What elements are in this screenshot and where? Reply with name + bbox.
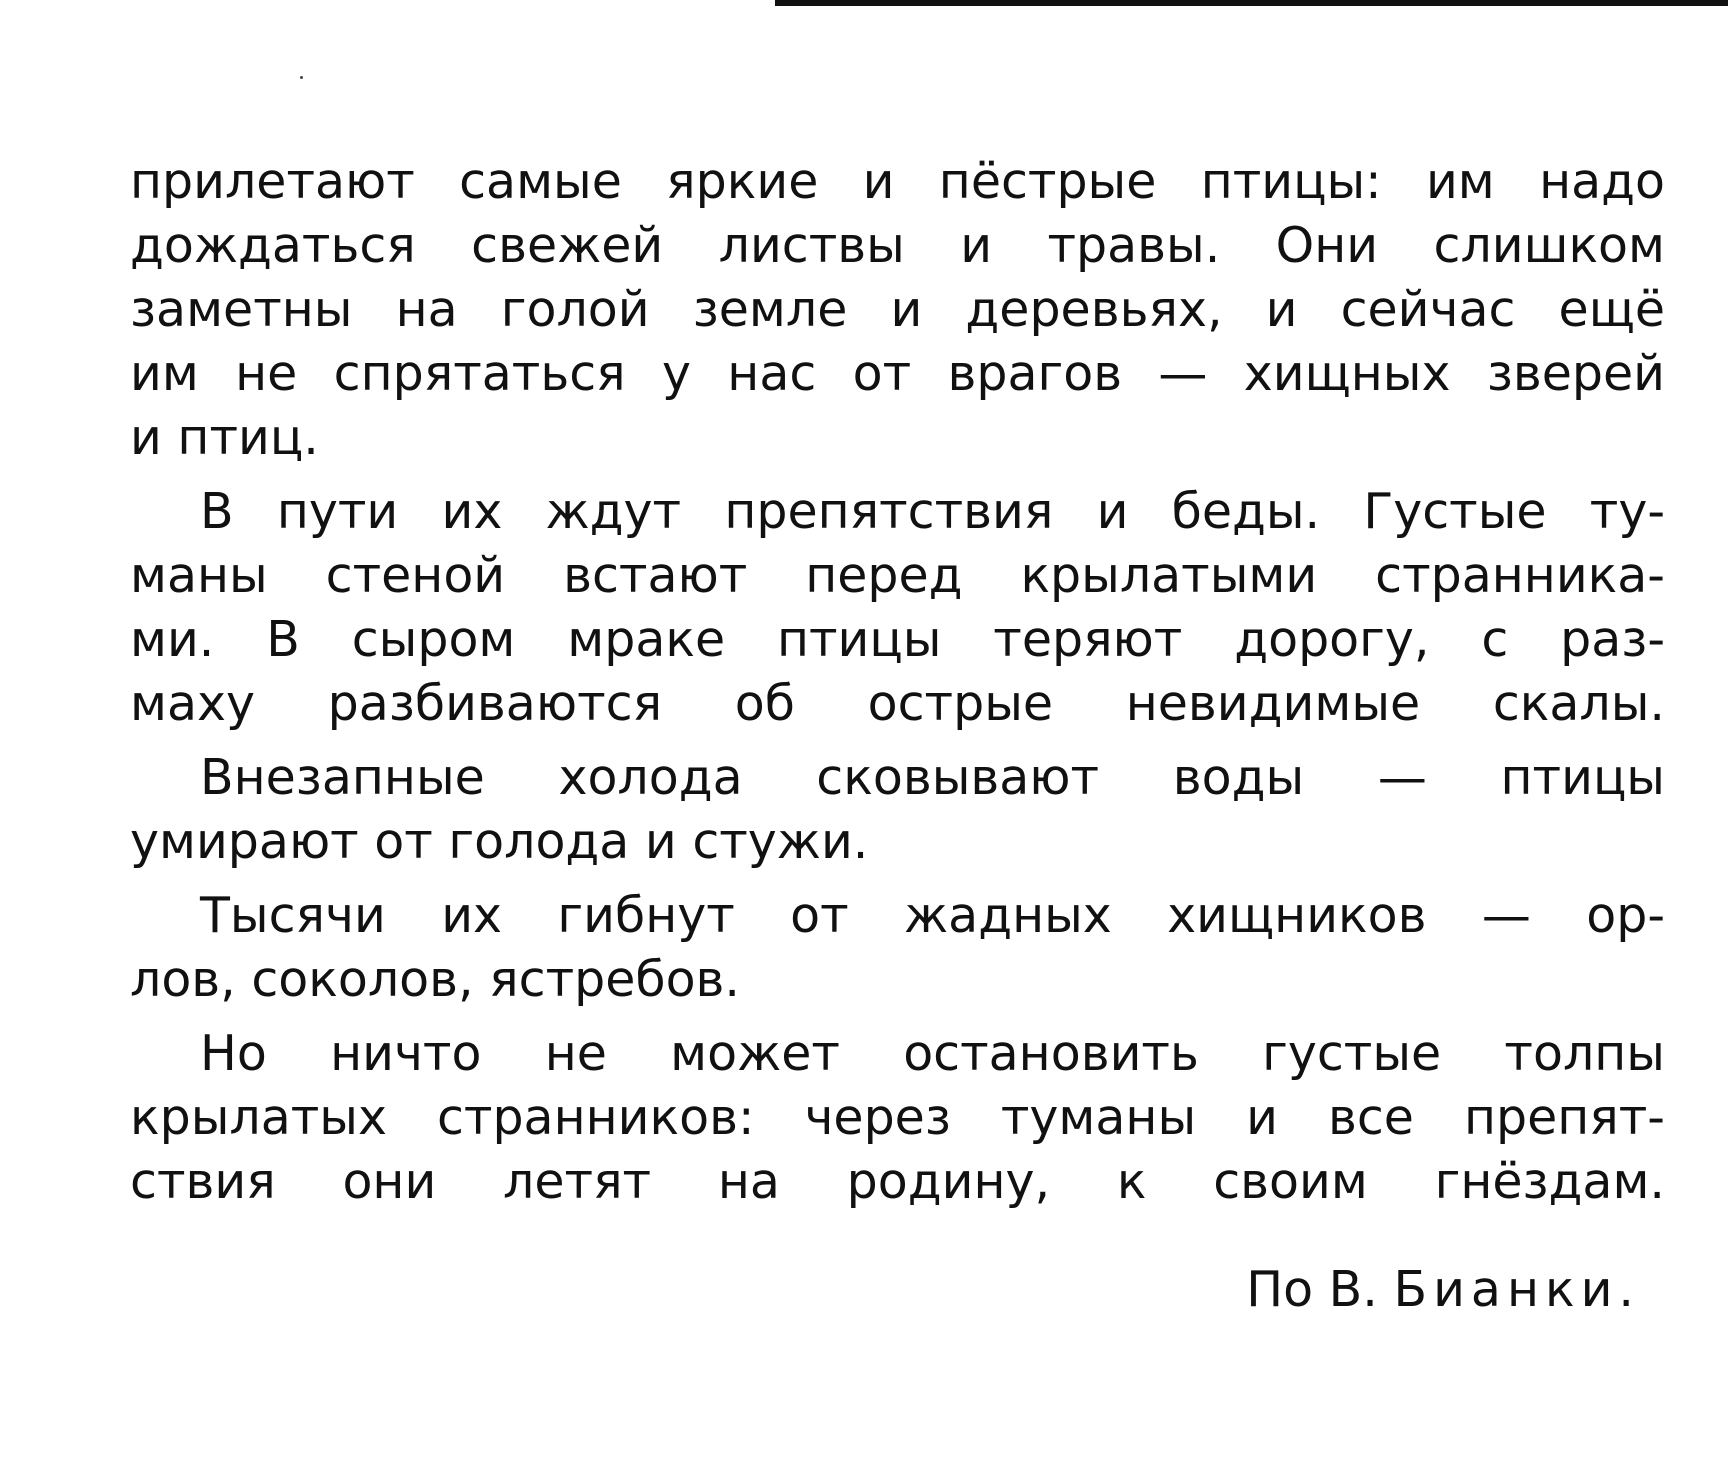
paragraph-3 (130, 746, 1665, 874)
author-name: Бианки. (1393, 1261, 1640, 1318)
text-page (130, 150, 1665, 1322)
paragraph-4 (130, 884, 1665, 1012)
paragraph-1 (130, 150, 1665, 470)
text-line: им не спрятаться у нас от врагов — хищных зверей (130, 345, 1665, 402)
text-line: Но ничто не может остановить густые толпы (200, 1025, 1665, 1082)
author-attribution (130, 1258, 1665, 1322)
paragraph-5 (130, 1022, 1665, 1214)
text-line: Тысячи их гибнут от жадных хищников — ор- (200, 887, 1665, 944)
text-line: заметны на голой земле и деревьях, и сейчас ещё (130, 281, 1665, 338)
scan-speck (300, 76, 303, 79)
text-line: крылатых странников: через туманы и все препят- (130, 1089, 1665, 1146)
text-line: маны стеной встают перед крылатыми странника- (130, 547, 1665, 604)
text-line: маху разбиваются об острые невидимые скалы. (130, 675, 1665, 732)
top-border-line (775, 0, 1728, 6)
paragraph-2 (130, 480, 1665, 736)
text-line: ствия они летят на родину, к своим гнёздам. (130, 1153, 1665, 1210)
text-line: и птиц. (130, 409, 319, 466)
text-line: прилетают самые яркие и пёстрые птицы: им надо (130, 153, 1665, 210)
text-line: дождаться свежей листвы и травы. Они слишком (130, 217, 1665, 274)
attribution-prefix: По В. (1246, 1261, 1378, 1318)
text-line: ми. В сыром мраке птицы теряют дорогу, с раз- (130, 611, 1665, 668)
text-line: Внезапные холода сковывают воды — птицы (200, 749, 1665, 806)
text-line: умирают от голода и стужи. (130, 813, 869, 870)
text-line: лов, соколов, ястребов. (130, 951, 741, 1008)
text-line: В пути их ждут препятствия и беды. Густые ту- (200, 483, 1665, 540)
